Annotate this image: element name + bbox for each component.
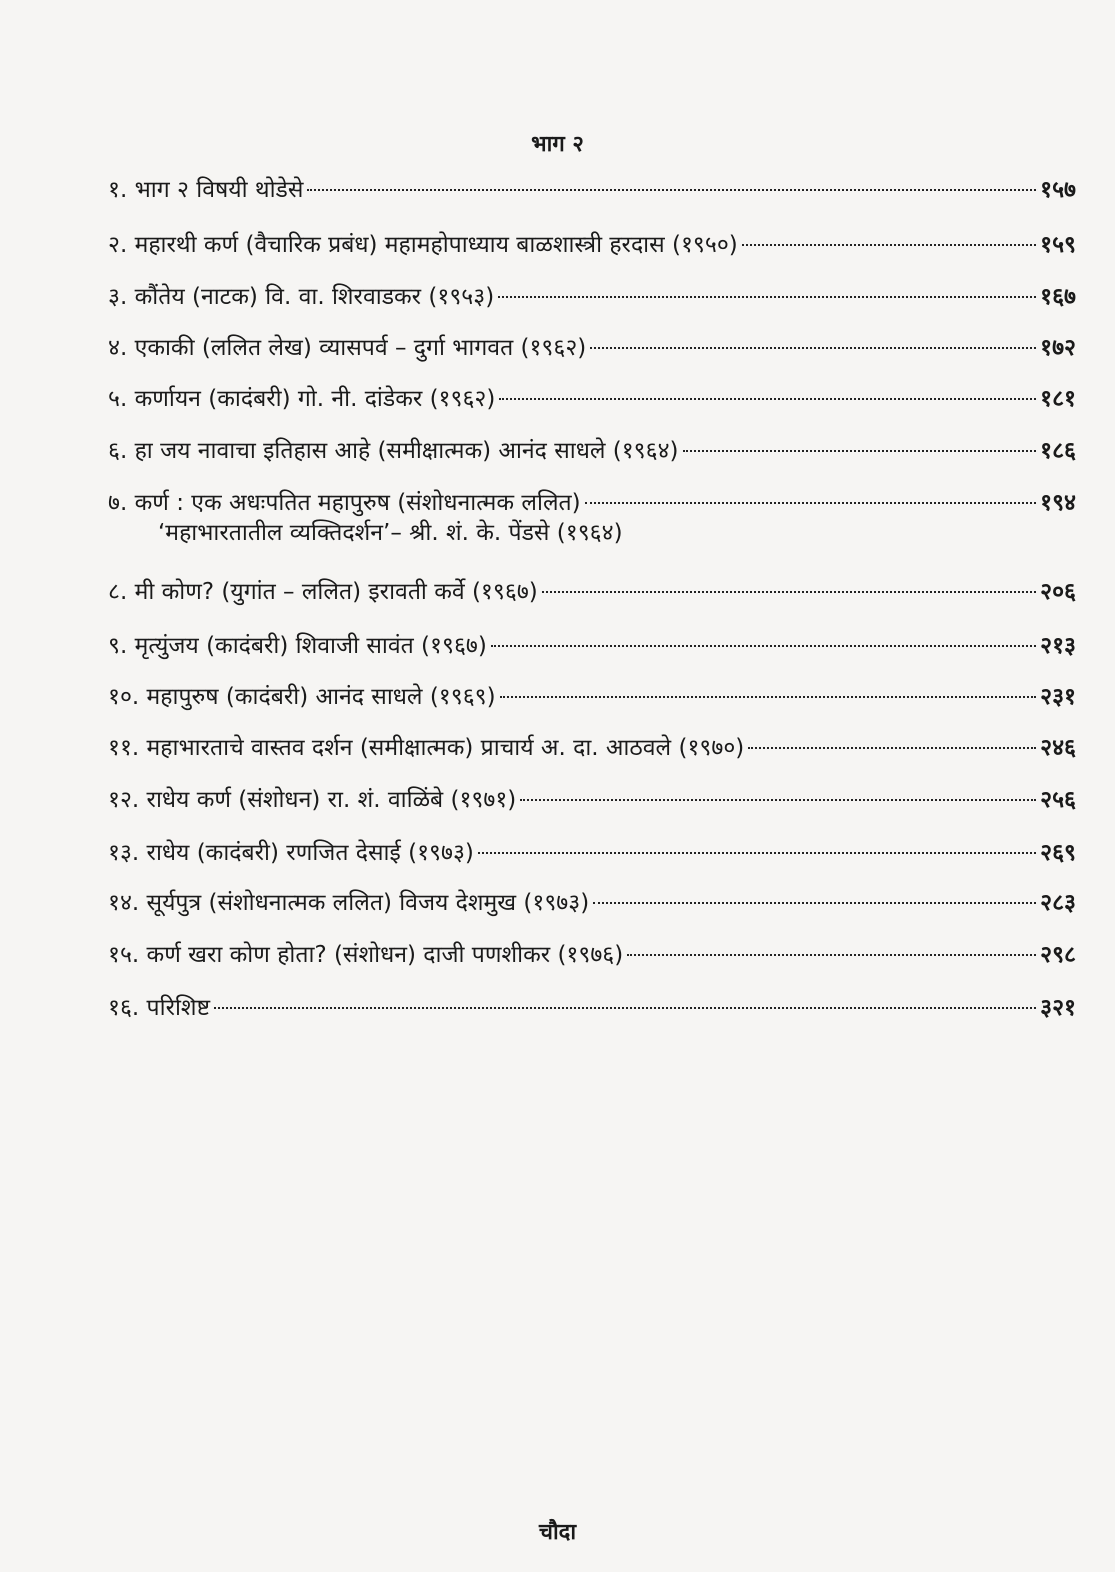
page-footer-number: चौदा — [538, 1520, 577, 1545]
dot-leader — [498, 296, 1036, 298]
toc-entry — [108, 733, 1076, 763]
entry-page-number: २४६ — [1040, 735, 1076, 761]
entry-number: १५. — [108, 942, 140, 968]
dot-leader — [499, 398, 1036, 400]
entry-title: कर्णायन (कादंबरी) गो. नी. दांडेकर (१९६२) — [134, 386, 496, 412]
toc-entry — [108, 436, 1076, 466]
entry-title: भाग २ विषयी थोडेसे — [134, 177, 304, 203]
entry-page-number: १८१ — [1040, 386, 1076, 412]
entry-number: ६. — [108, 438, 128, 464]
entry-number: १२. — [108, 787, 140, 813]
toc-entry — [108, 993, 1076, 1023]
entry-number: १३. — [108, 840, 140, 866]
entry-page-number: २०६ — [1040, 579, 1076, 605]
toc-entry — [108, 488, 1076, 548]
toc-entry — [108, 384, 1076, 414]
entry-number: ४. — [108, 335, 128, 361]
dot-leader — [742, 244, 1036, 246]
toc-entry — [108, 631, 1076, 661]
entry-title: हा जय नावाचा इतिहास आहे (समीक्षात्मक) आनंद साधले (१९६४) — [134, 438, 679, 464]
entry-page-number: १९४ — [1040, 490, 1076, 516]
dot-leader — [542, 591, 1036, 593]
dot-leader — [307, 189, 1036, 191]
entry-page-number: २५६ — [1040, 787, 1076, 813]
dot-leader — [683, 450, 1037, 452]
entry-number: ७. — [108, 490, 128, 516]
toc-entry — [108, 888, 1076, 918]
entry-page-number: २३१ — [1040, 684, 1076, 710]
toc-entry — [108, 577, 1076, 607]
entry-page-number: २१३ — [1040, 633, 1076, 659]
entry-number: १०. — [108, 684, 140, 710]
entry-page-number: १५७ — [1040, 177, 1076, 203]
entry-page-number: १६७ — [1040, 284, 1076, 310]
entry-title: कर्ण खरा कोण होता? (संशोधन) दाजी पणशीकर (१९७६) — [146, 942, 624, 968]
entry-title: राधेय कर्ण (संशोधन) रा. शं. वाळिंबे (१९७१) — [146, 787, 517, 813]
entry-page-number: ३२१ — [1040, 995, 1076, 1021]
entry-number: ५. — [108, 386, 128, 412]
entry-title: राधेय (कादंबरी) रणजित देसाई (१९७३) — [146, 840, 474, 866]
toc-entry — [108, 282, 1076, 312]
toc-entry — [108, 838, 1076, 868]
dot-leader — [585, 502, 1036, 504]
toc-entry — [108, 230, 1076, 260]
section-heading: भाग २ — [531, 132, 584, 157]
entry-page-number: १७२ — [1040, 335, 1076, 361]
entry-title: एकाकी (ललित लेख) व्यासपर्व – दुर्गा भागवत (१९६२) — [134, 335, 587, 361]
entry-title: मी कोण? (युगांत – ललित) इरावती कर्वे (१९६७) — [134, 579, 538, 605]
dot-leader — [478, 852, 1036, 854]
toc-entry — [108, 682, 1076, 712]
entry-number: ९. — [108, 633, 128, 659]
entry-number: ३. — [108, 284, 128, 310]
entry-title: कौंतेय (नाटक) वि. वा. शिरवाडकर (१९५३) — [134, 284, 495, 310]
dot-leader — [520, 799, 1036, 801]
entry-number: ११. — [108, 735, 140, 761]
entry-page-number: २९८ — [1040, 942, 1076, 968]
entry-title: महाभारताचे वास्तव दर्शन (समीक्षात्मक) प्राचार्य अ. दा. आठवले (१९७०) — [146, 735, 745, 761]
dot-leader — [748, 747, 1036, 749]
entry-title: मृत्युंजय (कादंबरी) शिवाजी सावंत (१९६७) — [134, 633, 487, 659]
toc-entry — [108, 333, 1076, 363]
entry-number: २. — [108, 232, 128, 258]
dot-leader — [627, 954, 1036, 956]
entry-page-number: १८६ — [1040, 438, 1076, 464]
entry-subtitle: ‘महाभारतातील व्यक्तिदर्शन’– श्री. शं. के. पेंडसे (१९६४) — [158, 520, 623, 546]
toc-entry — [108, 785, 1076, 815]
entry-title: सूर्यपुत्र (संशोधनात्मक ललित) विजय देशमुख (१९७३) — [146, 890, 590, 916]
dot-leader — [500, 696, 1036, 698]
entry-number: १४. — [108, 890, 140, 916]
entry-title: परिशिष्ट — [146, 995, 211, 1021]
entry-title: महापुरुष (कादंबरी) आनंद साधले (१९६९) — [146, 684, 496, 710]
entry-number: ८. — [108, 579, 128, 605]
dot-leader — [593, 902, 1036, 904]
entry-page-number: २८३ — [1040, 890, 1076, 916]
entry-title: कर्ण : एक अधःपतित महापुरुष (संशोधनात्मक ललित) — [134, 490, 581, 516]
entry-number: १६. — [108, 995, 140, 1021]
dot-leader — [214, 1007, 1036, 1009]
dot-leader — [491, 645, 1036, 647]
entry-page-number: २६९ — [1040, 840, 1076, 866]
entry-number: १. — [108, 177, 128, 203]
entry-title: महारथी कर्ण (वैचारिक प्रबंध) महामहोपाध्याय बाळशास्त्री हरदास (१९५०) — [134, 232, 738, 258]
dot-leader — [590, 347, 1036, 349]
entry-page-number: १५९ — [1040, 232, 1076, 258]
toc-entry — [108, 940, 1076, 970]
toc-entry — [108, 175, 1076, 205]
